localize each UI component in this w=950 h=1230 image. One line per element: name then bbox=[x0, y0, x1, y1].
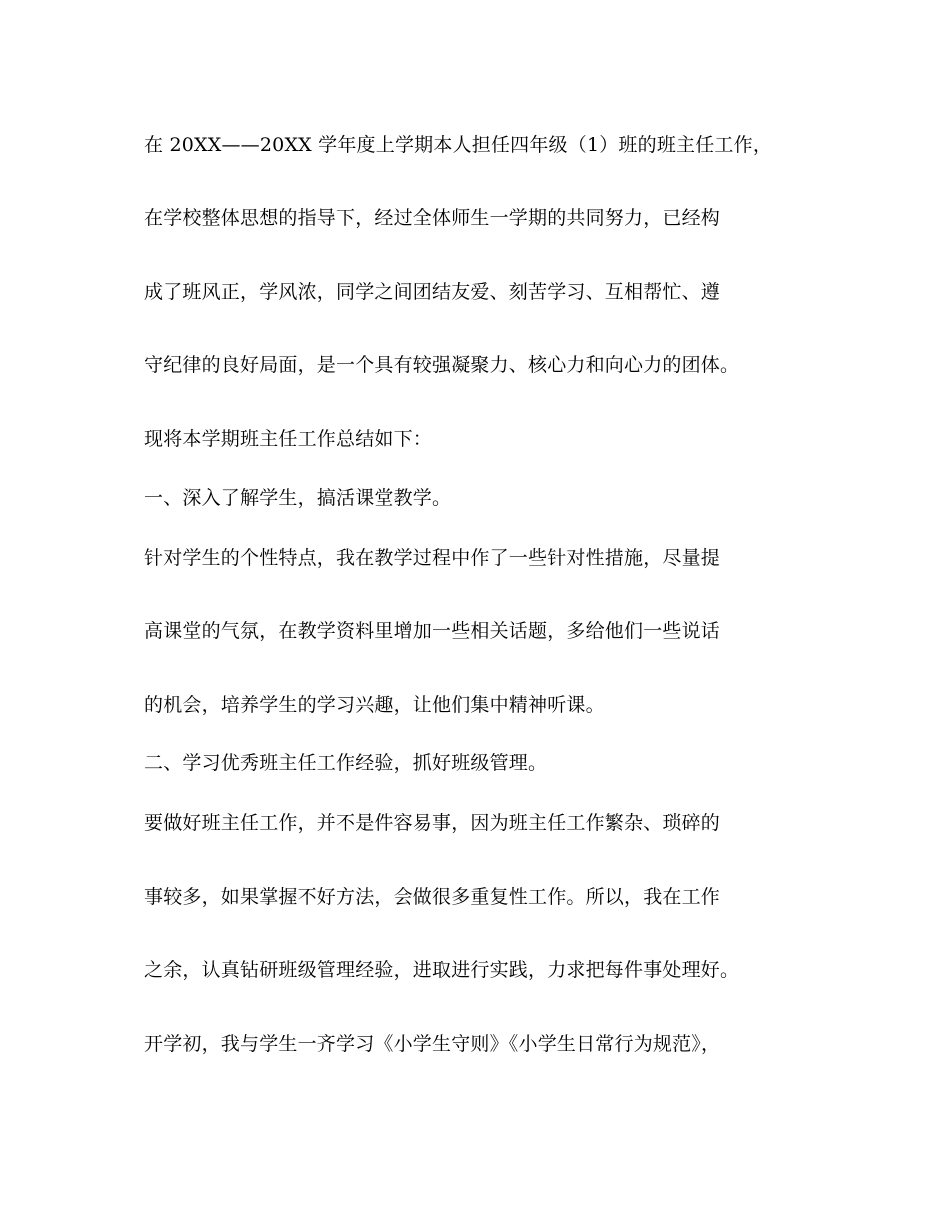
text-line: 开学初，我与学生一齐学习《小学生守则》《小学生日常行为规范》， bbox=[144, 1033, 721, 1055]
text-line: 之余，认真钻研班级管理经验，进取进行实践，力求把每件事处理好。 bbox=[144, 959, 740, 981]
section-heading: 一、深入了解学生，搞活课堂教学。 bbox=[144, 487, 452, 509]
text-line: 事较多，如果掌握不好方法，会做很多重复性工作。所以，我在工作 bbox=[144, 886, 721, 908]
text-line: 现将本学期班主任工作总结如下： bbox=[144, 428, 433, 450]
text-line: 的机会，培养学生的学习兴趣，让他们集中精神听课。 bbox=[144, 694, 605, 716]
text-line: 要做好班主任工作，并不是件容易事，因为班主任工作繁杂、琐碎的 bbox=[144, 812, 721, 834]
text-line: 高课堂的气氛，在教学资料里增加一些相关话题，多给他们一些说话 bbox=[144, 620, 721, 642]
text-line: 成了班风正，学风浓，同学之间团结友爱、刻苦学习、互相帮忙、遵 bbox=[144, 281, 721, 303]
text-line: 守纪律的良好局面，是一个具有较强凝聚力、核心力和向心力的团体。 bbox=[144, 354, 740, 376]
text-line: 在学校整体思想的指导下，经过全体师生一学期的共同努力，已经构 bbox=[144, 207, 721, 229]
text-line: 在 20XX——20XX 学年度上学期本人担任四年级（1）班的班主任工作， bbox=[144, 134, 773, 156]
section-heading: 二、学习优秀班主任工作经验，抓好班级管理。 bbox=[144, 752, 548, 774]
text-line: 针对学生的个性特点，我在教学过程中作了一些针对性措施，尽量提 bbox=[144, 547, 721, 569]
